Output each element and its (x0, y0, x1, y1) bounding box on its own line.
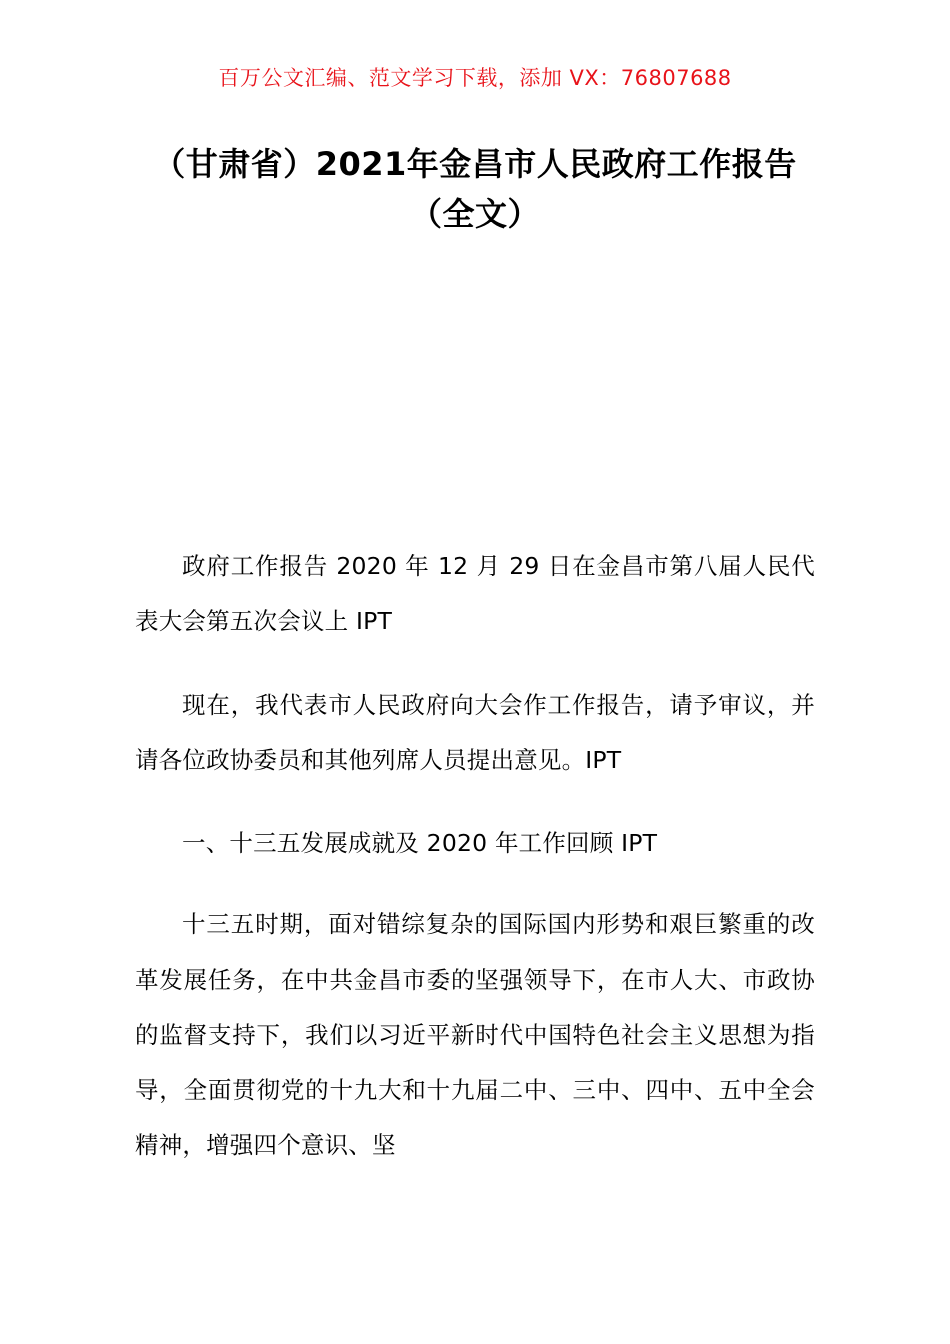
watermark-text: 百万公文汇编、范文学习下载，添加 VX：76807688 (218, 66, 732, 90)
document-body (135, 140, 815, 1173)
paragraph-five-year-review: 十三五时期，面对错综复杂的国际国内形势和艰巨繁重的改革发展任务，在中共金昌市委的坚强领导下，在市人大、市政协的监督支持下，我们以习近平新时代中国特色社会主义思想为指导，全面贯彻党的十九大和十九届二中、三中、四中、五中全会精神，增强四个意识、坚 (135, 910, 815, 1160)
page-title: （甘肃省）2021年金昌市人民政府工作报告（全文） (153, 145, 797, 233)
paragraph-meeting-info: 政府工作报告 2020 年 12 月 29 日在金昌市第八届人民代表大会第五次会议上 IPT (135, 552, 815, 636)
paragraph-opening-remarks: 现在，我代表市人民政府向大会作工作报告，请予审议，并请各位政协委员和其他列席人员提出意见。IPT (135, 690, 815, 774)
paragraph-section-heading-one: 一、十三五发展成就及 2020 年工作回顾 IPT (182, 829, 658, 858)
title-body-spacer (135, 239, 815, 539)
